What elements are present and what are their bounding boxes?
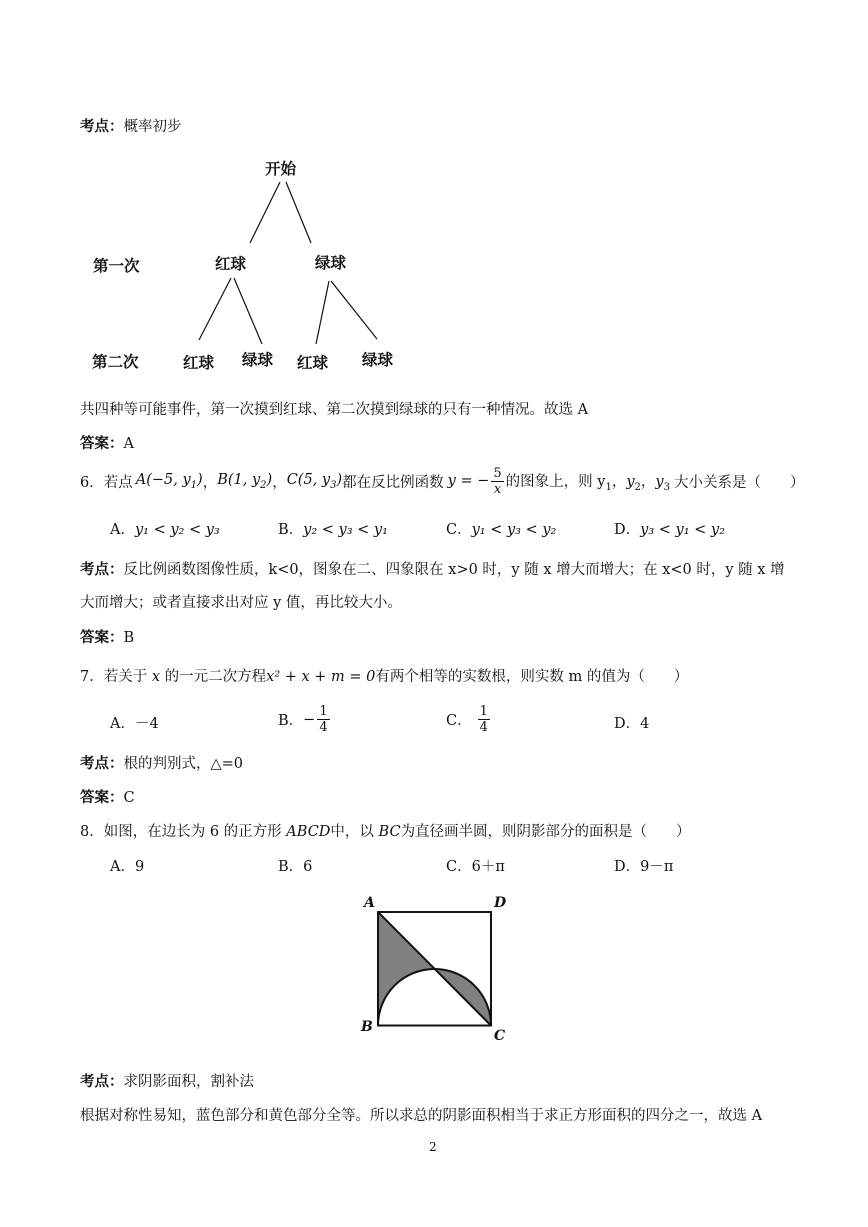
answer-label: 答案：	[80, 629, 124, 646]
q6-stem: 6． 若点 A(−5, $y_1$) ， B(1, $y_2$) ， C(5, $y_3$) 都在反比例函数 y = − $\frac{5}{x}$ 的图象上，则 $y_1$，$y_2$，$y_3$ 大小关系是（ ）	[80, 465, 805, 497]
page-number: 2	[429, 1140, 437, 1154]
q7-var: x	[151, 669, 161, 685]
kaodian-label: 考点：	[80, 118, 124, 135]
tree-red-1: 红球	[215, 254, 247, 273]
q6-option-a: A．y₁ < y₂ < y₃	[110, 522, 220, 538]
q5-explanation: 共四种等可能事件，第一次摸到红球、第二次摸到绿球的只有一种情况。故选 A	[80, 402, 589, 418]
q6-option-c: C．y₁ < y₃ < y₂	[446, 522, 557, 538]
q6-func-fraction: $\frac{5}{x}$	[493, 465, 502, 497]
tree-red-2a: 红球	[183, 353, 215, 372]
q6-point-c: C(5, $y_3$)	[286, 471, 343, 491]
q8-option-a: A．9	[110, 859, 145, 875]
q8-option-d: D．9－π	[614, 859, 674, 875]
q7-equation: x² + x + m = 0	[266, 669, 376, 685]
q8-bc: BC	[378, 824, 401, 840]
kaodian-label: 考点：	[80, 755, 124, 772]
vertex-b-label: B	[361, 1019, 373, 1035]
q7-stem: 7．若关于 x 的一元二次方程x² + x + m = 0有两个相等的实数根，则实数 m 的值为（ ）	[80, 669, 689, 685]
q7-option-a: A．－4	[110, 716, 159, 732]
tree-green-1: 绿球	[315, 253, 347, 272]
q6-point-a: A(−5, $y_1$)	[135, 471, 203, 491]
answer-value: B	[123, 630, 135, 646]
q8-kaodian: 考点：求阴影面积，割补法	[80, 1073, 254, 1090]
q7-option-b: B． − $\frac{1}{4}$	[278, 704, 328, 735]
q6-stem-tail: 大小关系是（ ）	[673, 474, 805, 491]
answer-label: 答案：	[80, 789, 124, 806]
q6-number: 6．	[80, 474, 104, 491]
tree-red-2b: 红球	[297, 353, 329, 372]
q6-option-b: B．y₂ < y₃ < y₁	[278, 522, 388, 538]
q6-stem-prefix: 若点	[103, 474, 133, 491]
tree-green-2a: 绿球	[242, 350, 274, 369]
q6-stem-end: 的图象上，则 $y_1$，$y_2$，$y_3$	[505, 473, 670, 493]
tree-row1-label: 第一次	[93, 256, 140, 275]
q6-kaodian-line1: 考点：反比例函数图像性质，k<0，图象在二、四象限在 x>0 时，y 随 x 增大而增大；在 x<0 时，y 随 x 增	[80, 561, 785, 578]
q6-option-d: D．y₃ < y₁ < y₂	[614, 522, 725, 538]
vertex-c-label: C	[494, 1028, 506, 1044]
q6-stem-mid: 都在反比例函数	[342, 474, 444, 491]
q8-square: ABCD	[286, 824, 331, 840]
q8-option-c: C．6＋π	[446, 859, 505, 875]
answer-label: 答案：	[80, 435, 124, 452]
kaodian-label: 考点：	[80, 561, 124, 578]
vertex-d-label: D	[494, 895, 507, 911]
tree-root: 开始	[265, 159, 297, 178]
q7-option-d: D．4	[614, 716, 650, 732]
answer-value: A	[123, 436, 134, 452]
kaodian-label: 考点：	[80, 1073, 124, 1090]
q6-point-b: B(1, $y_2$)	[217, 471, 273, 491]
answer-value: C	[123, 790, 135, 806]
tree-row2-label: 第二次	[92, 352, 139, 371]
q6-kaodian-line2: 大而增大；或者直接求出对应 y 值，再比较大小。	[80, 595, 402, 611]
q7-number: 7．	[80, 669, 104, 685]
q7-kaodian: 考点：根的判别式，△=0	[80, 755, 244, 772]
q8-number: 8．	[80, 824, 104, 840]
q6-func-lhs: y = −	[447, 473, 490, 489]
vertex-a-label: A	[364, 895, 375, 911]
q8-stem: 8．如图，在边长为 6 的正方形 ABCD中，以 BC为直径画半圆，则阴影部分的面积是（ ）	[80, 824, 691, 840]
q8-option-b: B．6	[278, 859, 313, 875]
kaodian-text: 概率初步	[123, 119, 182, 135]
q8-explanation: 根据对称性易知，蓝色部分和黄色部分全等。所以求总的阴影面积相当于求正方形面积的四分之一，故选 A	[80, 1108, 763, 1124]
tree-green-2b: 绿球	[362, 350, 394, 369]
q7-option-c: C． $\frac{1}{4}$	[446, 704, 488, 735]
